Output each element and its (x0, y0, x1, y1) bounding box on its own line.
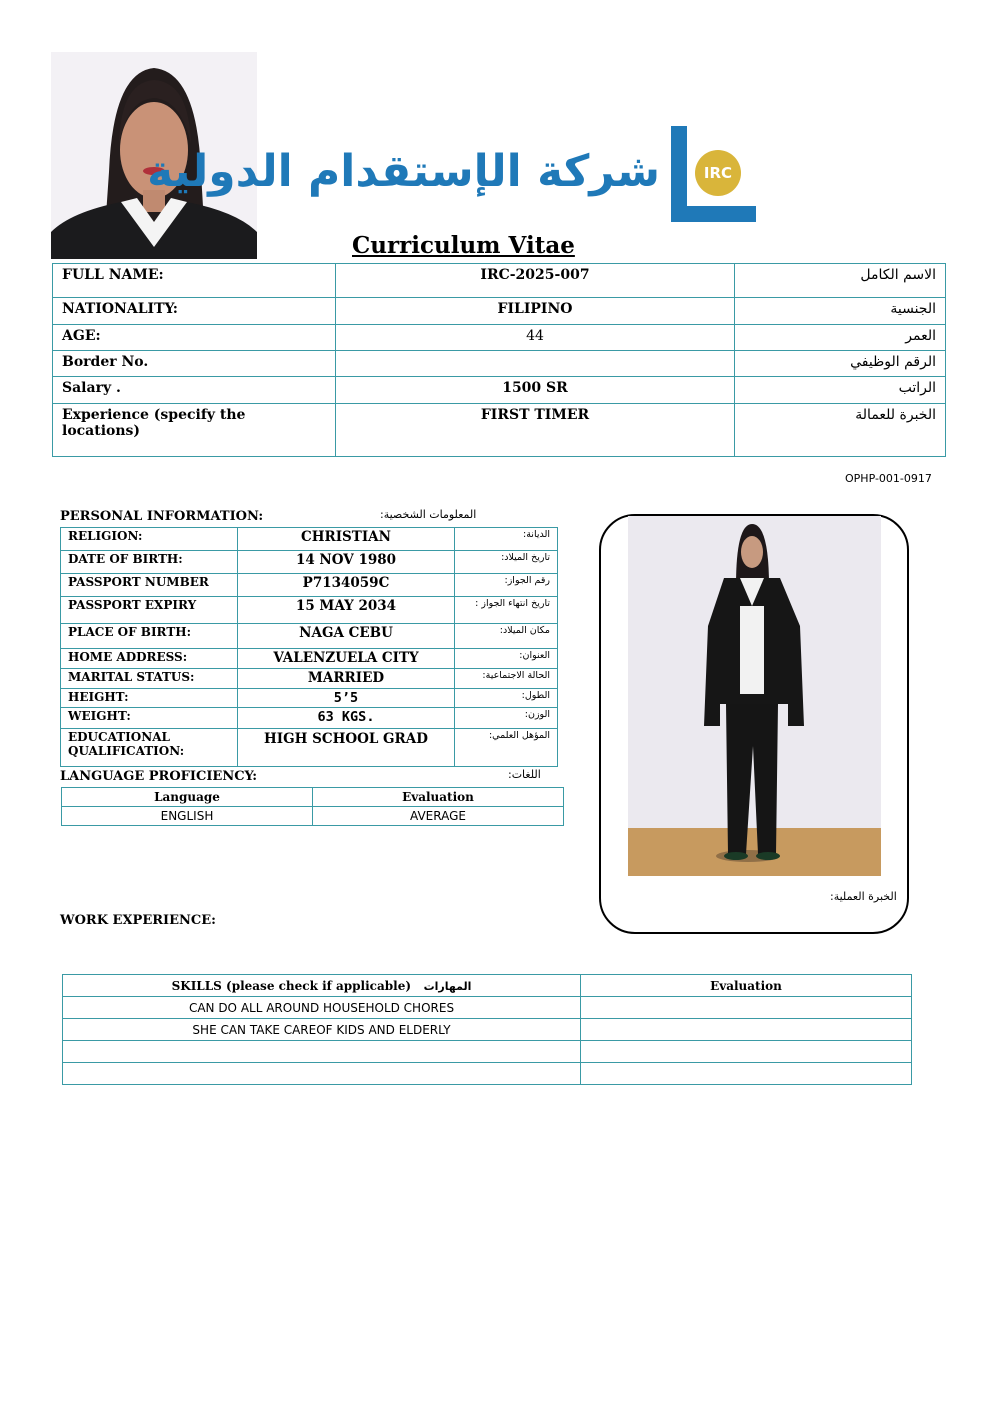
home-address-label: HOME ADDRESS: (61, 649, 238, 669)
full-body-photo (628, 516, 881, 876)
home-address-value: VALENZUELA CITY (238, 649, 455, 669)
table-row (63, 1019, 912, 1041)
skill-evaluation-cell (581, 997, 912, 1019)
full-name-arabic: الاسم الكامل (735, 264, 946, 298)
place-of-birth-arabic: مكان الميلاد: (455, 624, 558, 649)
religion-label: RELIGION: (61, 528, 238, 551)
marital-status-value: MARRIED (238, 669, 455, 689)
skills-evaluation-header: Evaluation (581, 975, 912, 997)
education-label: EDUCATIONAL QUALIFICATION: (61, 729, 238, 767)
table-row (53, 377, 946, 404)
age-label: AGE: (53, 325, 336, 351)
nationality-label: NATIONALITY: (53, 298, 336, 325)
full-name-value: IRC-2025-007 (336, 264, 735, 298)
home-address-arabic: العنوان: (455, 649, 558, 669)
skills-col-header (63, 975, 581, 997)
skills-header-text: SKILLS (please check if applicable) (171, 978, 412, 993)
table-row (61, 551, 558, 574)
language-col-header: Language (62, 788, 313, 807)
religion-value: CHRISTIAN (238, 528, 455, 551)
table-row (61, 574, 558, 597)
place-of-birth-value: NAGA CEBU (238, 624, 455, 649)
skill-evaluation-cell (581, 1063, 912, 1085)
company-logo (147, 126, 756, 226)
page-title: Curriculum Vitae (352, 232, 575, 259)
height-arabic: الطول: (455, 689, 558, 708)
passport-expiry-label: PASSPORT EXPIRY (61, 597, 238, 624)
table-row (63, 997, 912, 1019)
age-arabic: العمر (735, 325, 946, 351)
skill-cell (63, 1041, 581, 1063)
photo-caption-arabic: الخبرة العملية: (830, 890, 897, 903)
experience-value: FIRST TIMER (336, 404, 735, 457)
dob-arabic: تاريخ الميلاد: (455, 551, 558, 574)
passport-number-label: PASSPORT NUMBER (61, 574, 238, 597)
work-experience-label: WORK EXPERIENCE: (60, 913, 216, 928)
language-table (61, 787, 564, 826)
weight-arabic: الوزن: (455, 708, 558, 729)
skill-cell (63, 1063, 581, 1085)
skill-evaluation-cell (581, 1041, 912, 1063)
salary-arabic: الراتب (735, 377, 946, 404)
passport-number-value: P7134059C (238, 574, 455, 597)
nationality-arabic: الجنسية (735, 298, 946, 325)
table-row (61, 729, 558, 767)
education-arabic: المؤهل العلمي: (455, 729, 558, 767)
passport-expiry-arabic: تاريخ انتهاء الجواز : (455, 597, 558, 624)
marital-status-arabic: الحالة الاجتماعية: (455, 669, 558, 689)
passport-expiry-value: 15 MAY 2034 (238, 597, 455, 624)
marital-status-label: MARITAL STATUS: (61, 669, 238, 689)
skill-cell: CAN DO ALL AROUND HOUSEHOLD CHORES (63, 997, 581, 1019)
table-row (61, 597, 558, 624)
table-row (62, 788, 564, 807)
religion-arabic: الديانة: (455, 528, 558, 551)
table-row (61, 528, 558, 551)
table-row (61, 689, 558, 708)
table-row (53, 298, 946, 325)
border-no-arabic: الرقم الوظيفي (735, 351, 946, 377)
place-of-birth-label: PLACE OF BIRTH: (61, 624, 238, 649)
evaluation-col-header: Evaluation (313, 788, 564, 807)
nationality-value: FILIPINO (336, 298, 735, 325)
table-row (63, 975, 912, 997)
reference-code: OPHP-001-0917 (845, 472, 932, 485)
personal-info-heading-arabic: المعلومات الشخصية: (380, 508, 477, 521)
company-name-arabic: شركة الإستقدام الدولية (147, 146, 660, 197)
personal-info-heading: PERSONAL INFORMATION: (60, 509, 264, 524)
age-value: 44 (336, 325, 735, 351)
experience-label: Experience (specify the locations) (53, 404, 336, 457)
table-row (53, 325, 946, 351)
table-row (61, 649, 558, 669)
logo-bar-horizontal (671, 206, 756, 222)
experience-arabic: الخبرة للعمالة (735, 404, 946, 457)
table-row (53, 351, 946, 377)
table-row (63, 1041, 912, 1063)
education-value: HIGH SCHOOL GRAD (238, 729, 455, 767)
language-heading-arabic: اللغات: (508, 768, 541, 781)
evaluation-value: AVERAGE (313, 807, 564, 826)
table-row (63, 1063, 912, 1085)
height-label: HEIGHT: (61, 689, 238, 708)
language-value: ENGLISH (62, 807, 313, 826)
full-name-label: FULL NAME: (53, 264, 336, 298)
irc-badge: IRC (695, 150, 741, 196)
border-no-label: Border No. (53, 351, 336, 377)
skill-cell: SHE CAN TAKE CAREOF KIDS AND ELDERLY (63, 1019, 581, 1041)
skills-header-arabic: المهارات (423, 979, 472, 993)
height-value: 5’5 (238, 689, 455, 708)
language-heading: LANGUAGE PROFICIENCY: (60, 769, 258, 784)
weight-label: WEIGHT: (61, 708, 238, 729)
salary-value: 1500 SR (336, 377, 735, 404)
dob-label: DATE OF BIRTH: (61, 551, 238, 574)
passport-number-arabic: رقم الجواز: (455, 574, 558, 597)
table-row (53, 404, 946, 457)
table-row (61, 669, 558, 689)
table-row (62, 807, 564, 826)
skill-evaluation-cell (581, 1019, 912, 1041)
table-row (61, 624, 558, 649)
dob-value: 14 NOV 1980 (238, 551, 455, 574)
table-row (61, 708, 558, 729)
personal-info-table (60, 527, 558, 767)
salary-label: Salary . (53, 377, 336, 404)
border-no-value (336, 351, 735, 377)
weight-value: 63 KGS. (238, 708, 455, 729)
main-info-table (52, 263, 946, 457)
table-row (53, 264, 946, 298)
skills-table (62, 974, 912, 1085)
